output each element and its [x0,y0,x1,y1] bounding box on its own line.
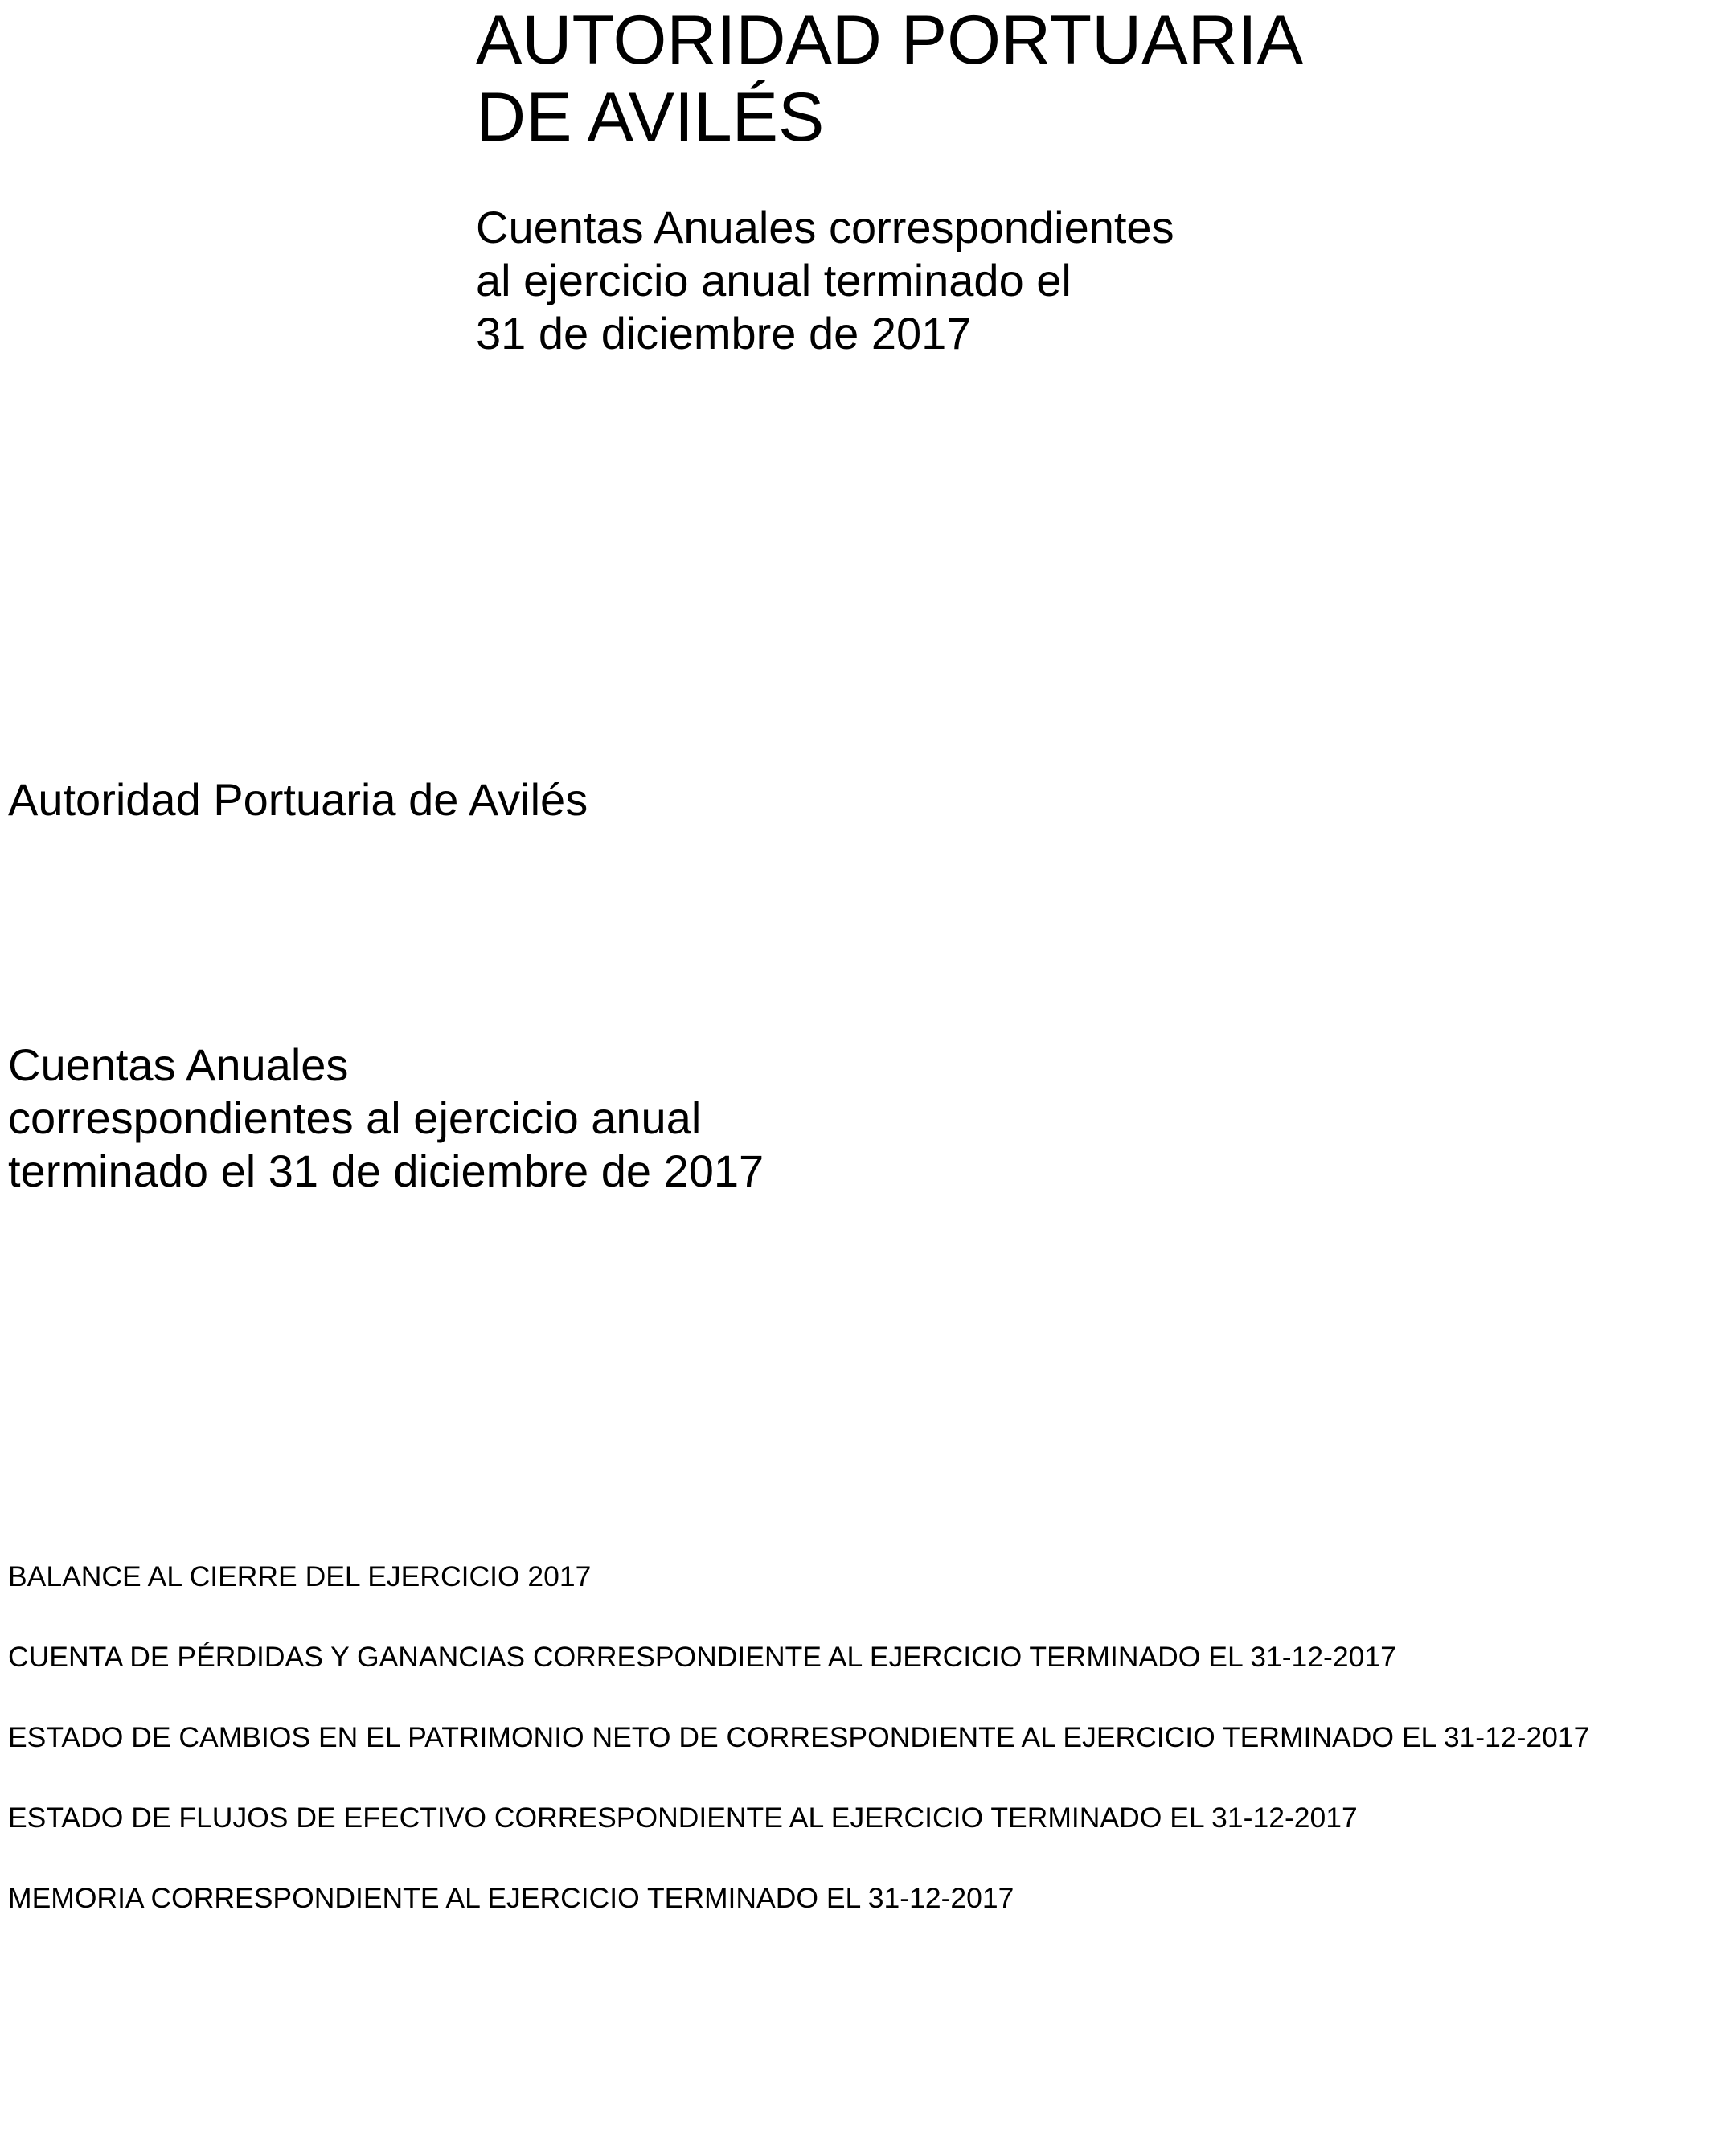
description-line: Cuentas Anuales [8,1039,349,1090]
description-line: terminado el 31 de diciembre de 2017 [8,1146,764,1196]
subtitle-line: 31 de diciembre de 2017 [476,308,972,359]
contents-list [8,1560,1589,1961]
cover-description [8,1039,764,1198]
description-line: correspondientes al ejercicio anual [8,1092,702,1143]
contents-item-flujos-efectivo: ESTADO DE FLUJOS DE EFECTIVO CORRESPONDIENTE AL EJERCICIO TERMINADO EL 31-12-2017 [8,1801,1358,1834]
document-title [476,2,1303,156]
contents-item-memoria: MEMORIA CORRESPONDIENTE AL EJERCICIO TERMINADO EL 31-12-2017 [8,1882,1014,1914]
contents-item-perdidas-ganancias: CUENTA DE PÉRDIDAS Y GANANCIAS CORRESPONDIENTE AL EJERCICIO TERMINADO EL 31-12-2017 [8,1641,1396,1673]
title-line: DE AVILÉS [476,79,825,156]
subtitle-line: Cuentas Anuales correspondientes [476,202,1174,252]
subtitle-line: al ejercicio anual terminado el [476,255,1072,305]
contents-item-balance: BALANCE AL CIERRE DEL EJERCICIO 2017 [8,1560,592,1592]
document-subtitle [476,201,1174,360]
contents-item-patrimonio-neto: ESTADO DE CAMBIOS EN EL PATRIMONIO NETO DE CORRESPONDIENTE AL EJERCICIO TERMINADO EL 31-12-2017 [8,1721,1590,1753]
title-line: AUTORIDAD PORTUARIA [476,2,1303,79]
entity-name: Autoridad Portuaria de Avilés [8,774,588,825]
